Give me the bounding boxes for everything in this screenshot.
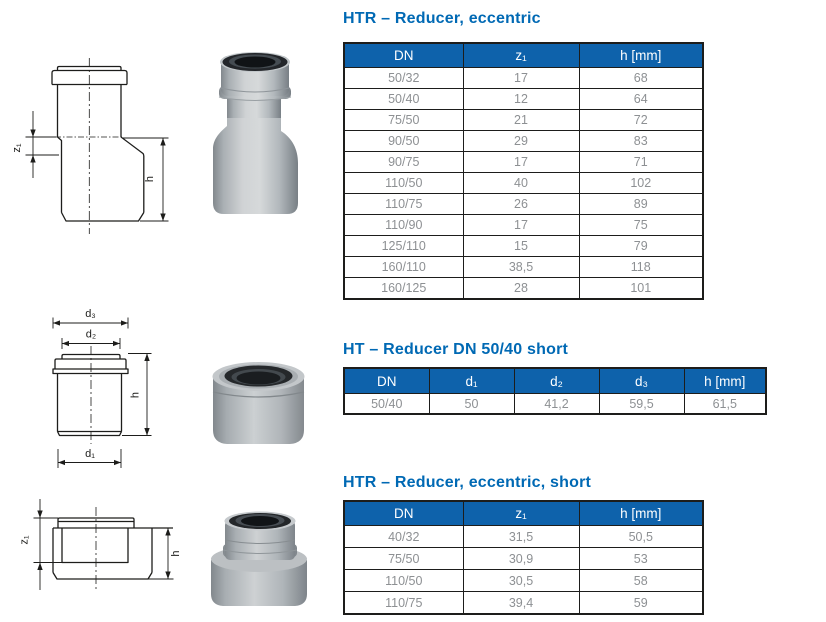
- table-row: [344, 215, 703, 236]
- dim-label-z1: z₁: [18, 535, 31, 545]
- technical-drawing-reducer-eccentric: [0, 38, 190, 238]
- table-row: [344, 173, 703, 194]
- table-cell: 53: [579, 548, 703, 570]
- table-cell: 21: [463, 110, 579, 131]
- data-table-ht-short: [343, 367, 767, 415]
- socket-seal-ring: [220, 52, 290, 72]
- table-cell: 30,9: [463, 548, 579, 570]
- column-header: DN: [344, 43, 463, 68]
- dim-label-h: h: [129, 391, 142, 399]
- socket-seal-ring: [225, 512, 296, 531]
- table-cell: 110/75: [344, 592, 463, 615]
- table-cell: 59,5: [599, 394, 684, 415]
- product-photo-reducer-eccentric: [205, 50, 305, 222]
- table-cell: 101: [579, 278, 703, 300]
- table-row: [344, 68, 703, 89]
- table-cell: 160/110: [344, 257, 463, 278]
- data-table-htr-eccentric-short: [343, 500, 704, 615]
- table-cell: 17: [463, 68, 579, 89]
- table-cell: 26: [463, 194, 579, 215]
- dim-label-d2: d₂: [85, 328, 97, 341]
- product-photo-reducer-eccentric-short: [206, 504, 312, 608]
- dimension-z1: [11, 111, 59, 178]
- table-cell: 50,5: [579, 526, 703, 548]
- reducer-body: [213, 56, 298, 214]
- column-header: h [mm]: [579, 43, 703, 68]
- section-title: HT – Reducer DN 50/40 short: [343, 341, 569, 358]
- table-cell: 75/50: [344, 548, 463, 570]
- table-cell: 118: [579, 257, 703, 278]
- part-outline: [53, 518, 173, 579]
- table-cell: 28: [463, 278, 579, 300]
- table-cell: 125/110: [344, 236, 463, 257]
- table-row: [344, 89, 703, 110]
- dimension-h: [123, 138, 169, 221]
- data-table-htr-eccentric: [343, 42, 704, 300]
- table-cell: 72: [579, 110, 703, 131]
- table-cell: 15: [463, 236, 579, 257]
- table-cell: 38,5: [463, 257, 579, 278]
- dim-label-d1: d₁: [85, 448, 95, 460]
- table-cell: 41,2: [514, 394, 599, 415]
- column-header: d₃: [599, 368, 684, 394]
- column-header: d₂: [514, 368, 599, 394]
- table-cell: 12: [463, 89, 579, 110]
- column-header: d₁: [429, 368, 514, 394]
- table-cell: 68: [579, 68, 703, 89]
- table-cell: 40: [463, 173, 579, 194]
- table-cell: 110/50: [344, 570, 463, 592]
- table-cell: 90/50: [344, 131, 463, 152]
- column-header: z₁: [463, 43, 579, 68]
- table-row: [344, 152, 703, 173]
- table-cell: 61,5: [684, 394, 766, 415]
- table-cell: 83: [579, 131, 703, 152]
- table-cell: 40/32: [344, 526, 463, 548]
- table-row: [344, 592, 703, 615]
- table-cell: 110/75: [344, 194, 463, 215]
- table-cell: 17: [463, 152, 579, 173]
- table-cell: 75/50: [344, 110, 463, 131]
- table-cell: 50/40: [344, 89, 463, 110]
- table-cell: 59: [579, 592, 703, 615]
- reducer-body: [211, 520, 307, 606]
- table-cell: 90/75: [344, 152, 463, 173]
- table-cell: 110/50: [344, 173, 463, 194]
- table-row: [344, 131, 703, 152]
- dim-label-z1: z₁: [11, 143, 23, 153]
- dim-label-d3: d₃: [85, 308, 96, 320]
- technical-drawing-reducer-eccentric-short: [0, 480, 190, 620]
- column-header: DN: [344, 501, 463, 526]
- dim-label-h: h: [170, 550, 182, 557]
- table-header-row: [344, 501, 703, 526]
- table-cell: 102: [579, 173, 703, 194]
- technical-drawing-reducer-short: [20, 300, 190, 480]
- table-header-row: [344, 368, 766, 394]
- table-cell: 160/125: [344, 278, 463, 300]
- table-cell: 29: [463, 131, 579, 152]
- table-cell: 50/40: [344, 394, 429, 415]
- dimension-h: [148, 528, 182, 579]
- dimension-d2: [62, 329, 120, 350]
- table-row: [344, 278, 703, 300]
- dimension-d3: [53, 308, 128, 329]
- socket-seal-ring: [225, 366, 293, 387]
- column-header: h [mm]: [684, 368, 766, 394]
- column-header: z₁: [463, 501, 579, 526]
- table-row: [344, 570, 703, 592]
- table-cell: 64: [579, 89, 703, 110]
- product-photo-reducer-short: [206, 344, 311, 449]
- table-cell: 79: [579, 236, 703, 257]
- section-title: HTR – Reducer, eccentric: [343, 10, 541, 27]
- table-row: [344, 110, 703, 131]
- part-outline: [53, 355, 128, 436]
- table-cell: 39,4: [463, 592, 579, 615]
- table-cell: 30,5: [463, 570, 579, 592]
- table-row: [344, 394, 766, 415]
- table-cell: 75: [579, 215, 703, 236]
- section-title: HTR – Reducer, eccentric, short: [343, 474, 592, 491]
- table-cell: 31,5: [463, 526, 579, 548]
- table-row: [344, 548, 703, 570]
- table-cell: 71: [579, 152, 703, 173]
- table-row: [344, 236, 703, 257]
- dimension-d1: [58, 448, 121, 468]
- table-row: [344, 257, 703, 278]
- dim-label-h: h: [144, 175, 156, 183]
- part-outline: [52, 67, 144, 222]
- table-row: [344, 526, 703, 548]
- table-cell: 110/90: [344, 215, 463, 236]
- table-cell: 17: [463, 215, 579, 236]
- column-header: h [mm]: [579, 501, 703, 526]
- table-cell: 50: [429, 394, 514, 415]
- table-cell: 58: [579, 570, 703, 592]
- column-header: DN: [344, 368, 429, 394]
- table-row: [344, 194, 703, 215]
- table-cell: 50/32: [344, 68, 463, 89]
- table-cell: 89: [579, 194, 703, 215]
- table-header-row: [344, 43, 703, 68]
